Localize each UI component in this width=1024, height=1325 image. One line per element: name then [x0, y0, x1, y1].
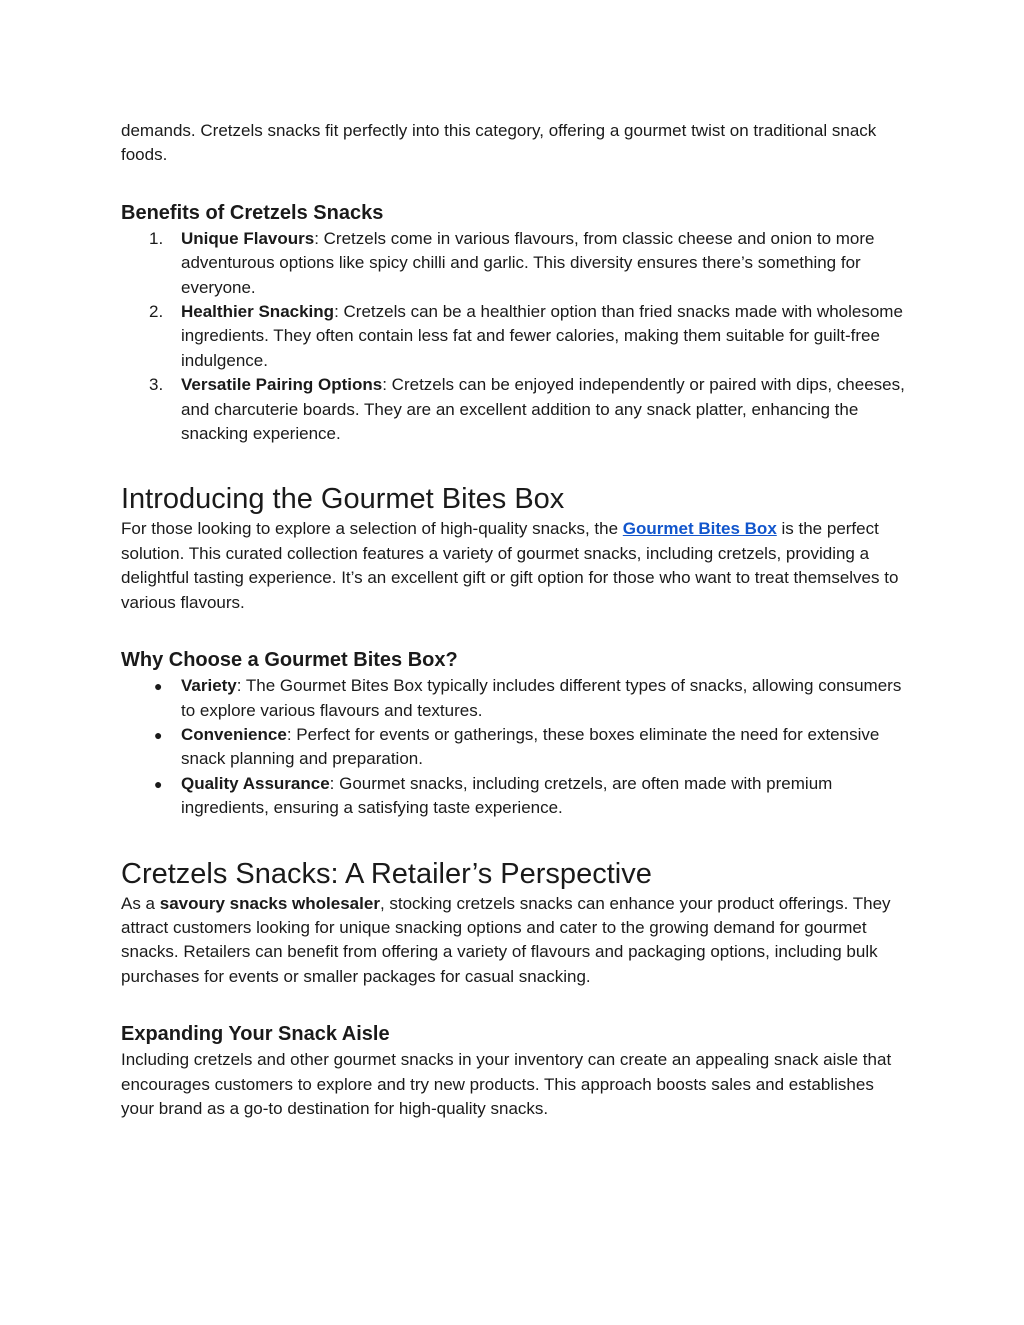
document-page	[121, 119, 906, 1121]
item-title: Unique Flavours	[181, 228, 315, 248]
gourmet-box-paragraph	[121, 517, 906, 615]
paragraph-text: For those looking to explore a selection of high-quality snacks, the	[121, 519, 623, 539]
gourmet-box-heading: Introducing the Gourmet Bites Box	[121, 483, 565, 516]
bullet-icon: ●	[154, 726, 163, 743]
intro-paragraph: demands. Cretzels snacks fit perfectly into this category, offering a gourmet twist on traditional snack foods.	[121, 121, 877, 165]
item-title: Variety	[181, 676, 237, 696]
paragraph-text: , stocking cretzels snacks can enhance your product offerings. They attract customers looking for unique snacking options and cater to the growing demand for gourmet snacks. Retailers can benefit from offering a variety of flavours and packaging options, including bulk purchases for events or smaller packages for casual snacking.	[121, 893, 891, 986]
retailer-heading: Cretzels Snacks: A Retailer’s Perspective	[121, 857, 652, 890]
item-text: : Gourmet snacks, including cretzels, are often made with premium ingredients, ensuring a satisfying taste experience.	[181, 773, 833, 818]
list-item	[121, 772, 906, 821]
why-choose-list	[121, 674, 906, 820]
benefits-list	[121, 227, 906, 447]
list-item	[121, 300, 906, 373]
expanding-paragraph: Including cretzels and other gourmet snacks in your inventory can create an appealing snack aisle that encourages customers to explore and try new products. This approach boosts sales and establishes your brand as a go-to destination for high-quality snacks.	[121, 1050, 892, 1118]
list-item	[121, 723, 906, 772]
bullet-icon: ●	[154, 678, 163, 695]
list-number: 2.	[149, 302, 164, 322]
item-text: : Cretzels can be enjoyed independently or paired with dips, cheeses, and charcuterie boards. They are an excellent addition to any snack platter, enhancing the snacking experience.	[181, 375, 905, 444]
item-title: Versatile Pairing Options	[181, 375, 383, 395]
list-number: 1.	[149, 228, 164, 248]
list-number: 3.	[149, 375, 164, 395]
list-item	[121, 674, 906, 723]
gourmet-bites-box-link[interactable]: Gourmet Bites Box	[622, 519, 777, 539]
paragraph-text: As a	[121, 893, 160, 913]
item-text: : Cretzels can be a healthier option than fried snacks made with wholesome ingredients. They often contain less fat and fewer calories, making them suitable for guilt-free indulgence.	[181, 302, 903, 370]
expanding-heading: Expanding Your Snack Aisle	[121, 1023, 390, 1046]
benefits-heading: Benefits of Cretzels Snacks	[121, 201, 384, 224]
item-text: : Perfect for events or gatherings, these boxes eliminate the need for extensive snack planning and preparation.	[181, 724, 880, 769]
list-item	[121, 227, 906, 300]
item-text: : Cretzels come in various flavours, from classic cheese and onion to more adventurous options like spicy chilli and garlic. This diversity ensures there’s something for everyone.	[181, 228, 875, 297]
bold-phrase: savoury snacks wholesaler	[159, 893, 380, 913]
item-title: Quality Assurance	[181, 773, 330, 793]
item-title: Convenience	[181, 724, 287, 744]
item-text: : The Gourmet Bites Box typically includes different types of snacks, allowing consumers to explore various flavours and textures.	[181, 676, 902, 720]
paragraph-text: is the perfect solution. This curated collection features a variety of gourmet snacks, including cretzels, providing a delightful tasting experience. It’s an excellent gift or gift option for those who want to treat themselves to various flavours.	[121, 519, 899, 612]
item-title: Healthier Snacking	[181, 302, 335, 322]
bullet-icon: ●	[154, 775, 163, 792]
why-choose-heading: Why Choose a Gourmet Bites Box?	[121, 649, 458, 672]
retailer-paragraph	[121, 892, 906, 990]
list-item	[121, 373, 906, 446]
